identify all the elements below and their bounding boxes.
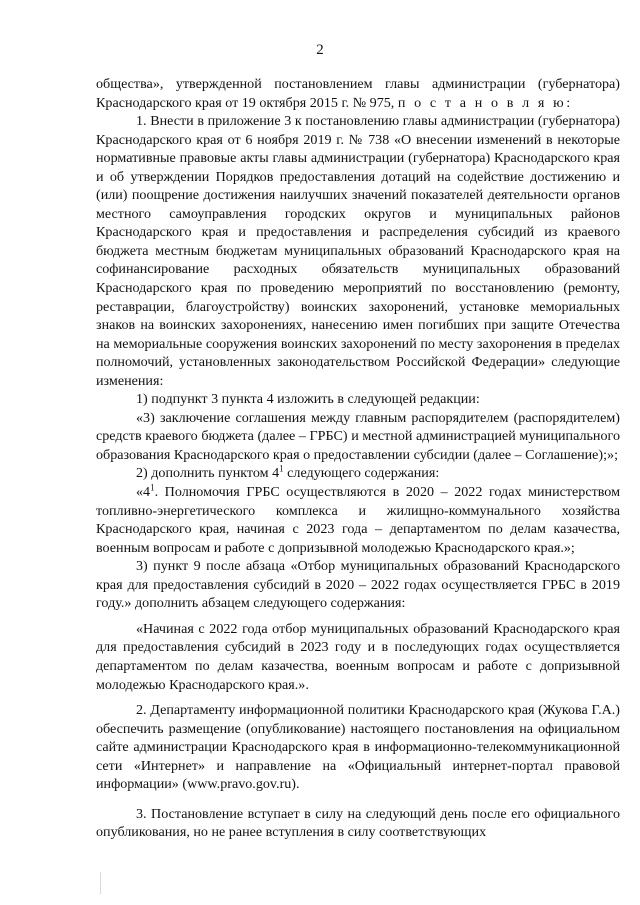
subitem-2-quote-text: . Полномочия ГРБС осуществляются в 2020 – 2022 годах министерством топливно-энергетического комплекса и жилищно-коммунального хозяйства Краснодарского края, начиная с 2023 года – департаментом по делам казачества, военным вопросам и работе с допризывной молодежью Краснодарского края.»; xyxy=(96,484,620,556)
subitem-1-quote: «3) заключение соглашения между главным распорядителем (распорядителем) средств краевого бюджета (далее – ГРБС) и местной администрацией муниципального образования Краснодарского края о предоставлении субсидии (далее – Соглашение);»; xyxy=(96,409,620,463)
subitem-2-prefix: 2) дополнить пунктом 4 xyxy=(136,465,280,482)
subitem-2-paragraph xyxy=(96,464,620,483)
item-3-paragraph: 3. Постановление вступает в силу на следующий день после его официального опубликования, но не ранее вступления в силу соответствующих xyxy=(96,805,620,841)
document-body xyxy=(96,75,620,842)
scan-margin-mark xyxy=(100,872,101,894)
subitem-1-paragraph: 1) подпункт 3 пункта 4 изложить в следующей редакции: xyxy=(136,391,480,408)
subitem-2-quote xyxy=(96,483,620,557)
intro-paragraph xyxy=(96,75,620,112)
subitem-2-superscript: 1 xyxy=(279,463,284,474)
item-1-paragraph: 1. Внести в приложение 3 к постановлению главы администрации (губернатора) Краснодарского края от 6 ноября 2019 г. № 738 «О внесении изменений в некоторые нормативные правовые акты главы администрации (губернатора) Краснодарского края и об утверждении Порядков предоставления дотаций на содействие достижению и (или) поощрение достижения наилучших значений показателей деятельности органов местного самоуправления городских округов и муниципальных районов Краснодарского края и предоставления и распределения субсидий из краевого бюджета местным бюджетам муниципальных образований Краснодарского края на софинансирование расходных обязательств муниципальных образований Краснодарского края по проведению мероприятий по восстановлению (ремонту, реставрации, благоустройству) воинских захоронений, установке мемориальных знаков на воинских захоронениях, нанесению имен погибших при защите Отечества на мемориальные сооружения воинских захоронений по месту захоронения в пределах полномочий, установленных законодательством Российской Федерации» следующие изменения: xyxy=(96,113,620,389)
intro-text: общества», утвержденной постановлением главы администрации (губернатора) Краснодарского края от 19 октября 2015 г. № 975, xyxy=(96,76,620,111)
decree-word: п о с т а н о в л я ю: xyxy=(397,94,573,111)
subitem-3-quote: «Начиная с 2022 года отбор муниципальных образований Краснодарского края для предоставления субсидий в 2023 году и в последующих годах осуществляется департаментом по делам казачества, военным вопросам и работе с допризывной молодежью Краснодарского края.». xyxy=(96,620,620,693)
subitem-2-quote-superscript: 1 xyxy=(150,482,155,493)
item-2-paragraph: 2. Департаменту информационной политики Краснодарского края (Жукова Г.А.) обеспечить размещение (опубликование) настоящего постановления на официальном сайте администрации Краснодарского края в информационно-телекоммуникационной сети «Интернет» и направление на «Официальный интернет-портал правовой информации» (www.pravo.gov.ru). xyxy=(96,702,620,793)
subitem-2-suffix: следующего содержания: xyxy=(283,465,440,482)
subitem-2-quote-prefix: «4 xyxy=(136,484,151,501)
subitem-3-paragraph: 3) пункт 9 после абзаца «Отбор муниципальных образований Краснодарского края для предоставления субсидий в 2020 – 2022 годах осуществляется ГРБС в 2019 году.» дополнить абзацем следующего содержания: xyxy=(96,558,620,612)
page-number: 2 xyxy=(316,42,324,58)
